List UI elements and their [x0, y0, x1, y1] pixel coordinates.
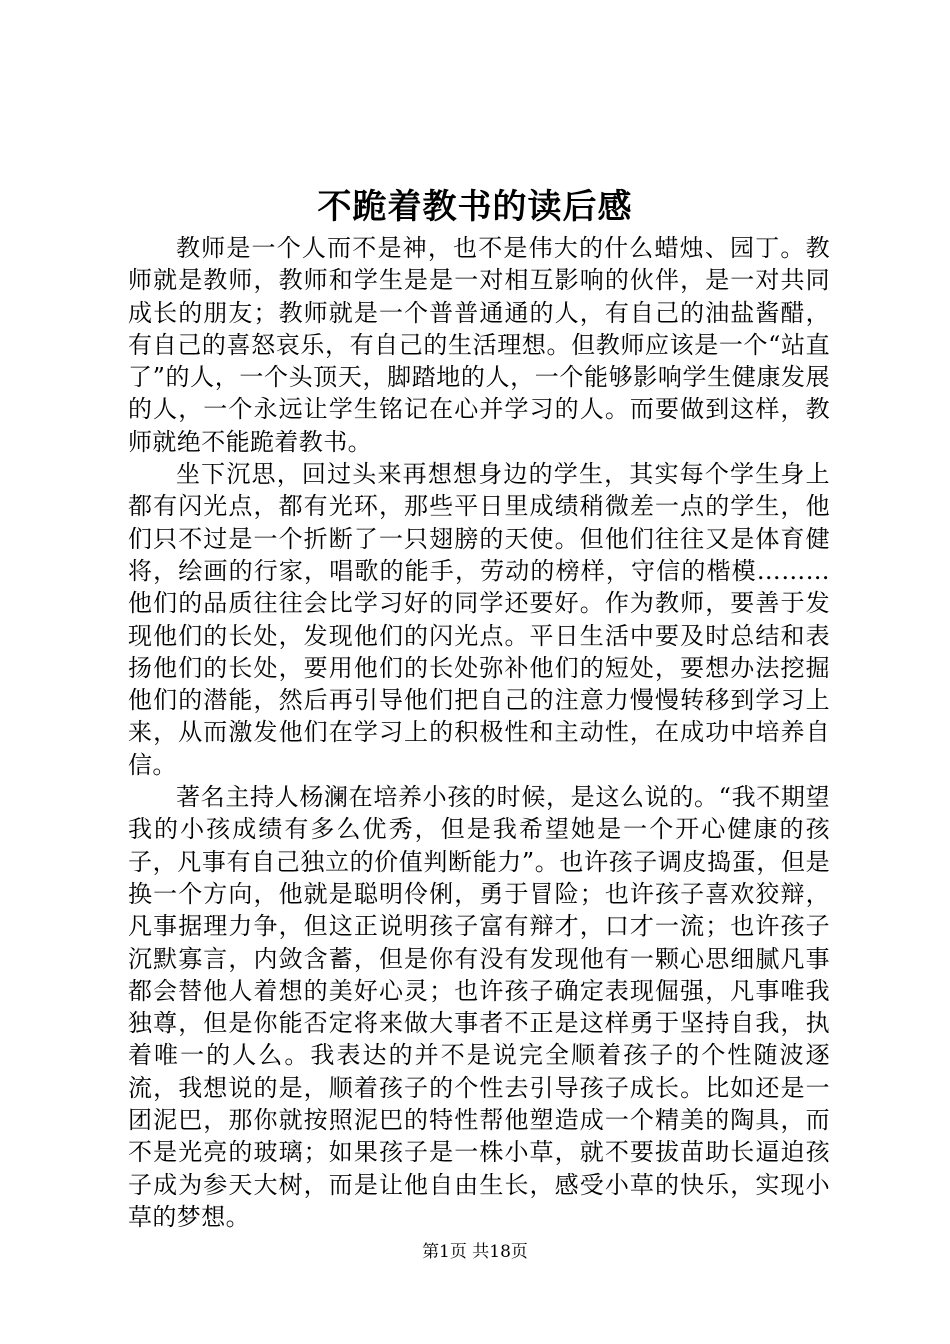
page-number-footer: 第1页 共18页: [422, 1242, 528, 1262]
document-body: [128, 232, 830, 1233]
paragraph-1: 教师是一个人而不是神，也不是伟大的什么蜡烛、园丁。教师就是教师，教师和学生是是一对相互影响的伙伴，是一对共同成长的朋友；教师就是一个普普通通的人，有自己的油盐酱醋，有自己的喜怒哀乐，有自己的生活理想。但教师应该是一个“站直了”的人，一个头顶天，脚踏地的人，一个能够影响学生健康发展的人，一个永远让学生铭记在心并学习的人。而要做到这样，教师就绝不能跪着教书。: [128, 234, 830, 456]
paragraph-3: 著名主持人杨澜在培养小孩的时候，是这么说的。“我不期望我的小孩成绩有多么优秀，但是我希望她是一个开心健康的孩子，凡事有自己独立的价值判断能力”。也许孩子调皮捣蛋，但是换一个方向，他就是聪明伶俐，勇于冒险；也许孩子喜欢狡辩，凡事据理力争，但这正说明孩子富有辩才，口才一流；也许孩子沉默寡言，内敛含蓄，但是你有没有发现他有一颗心思细腻凡事都会替他人着想的美好心灵；也许孩子确定表现倔强，凡事唯我独尊，但是你能否定将来做大事者不正是这样勇于坚持自我，执着唯一的人么。我表达的并不是说完全顺着孩子的个性随波逐流，我想说的是，顺着孩子的个性去引导孩子成长。比如还是一团泥巴，那你就按照泥巴的特性帮他塑造成一个精美的陶具，而不是光亮的玻璃；如果孩子是一株小草，就不要拔苗助长逼迫孩子成为参天大树，而是让他自由生长，感受小草的快乐，实现小草的梦想。: [128, 783, 830, 1231]
document-title: 不跪着教书的读后感: [317, 187, 633, 227]
paragraph-2: 坐下沉思，回过头来再想想身边的学生，其实每个学生身上都有闪光点，都有光环，那些平日里成绩稍微差一点的学生，他们只不过是一个折断了一只翅膀的天使。但他们往往又是体育健将，绘画的行家，唱歌的能手，劳动的榜样，守信的楷模………他们的品质往往会比学习好的同学还要好。作为教师，要善于发现他们的长处，发现他们的闪光点。平日生活中要及时总结和表扬他们的长处，要用他们的长处弥补他们的短处，要想办法挖掘他们的潜能，然后再引导他们把自己的注意力慢慢转移到学习上来，从而激发他们在学习上的积极性和主动性，在成功中培养自信。: [128, 460, 830, 779]
